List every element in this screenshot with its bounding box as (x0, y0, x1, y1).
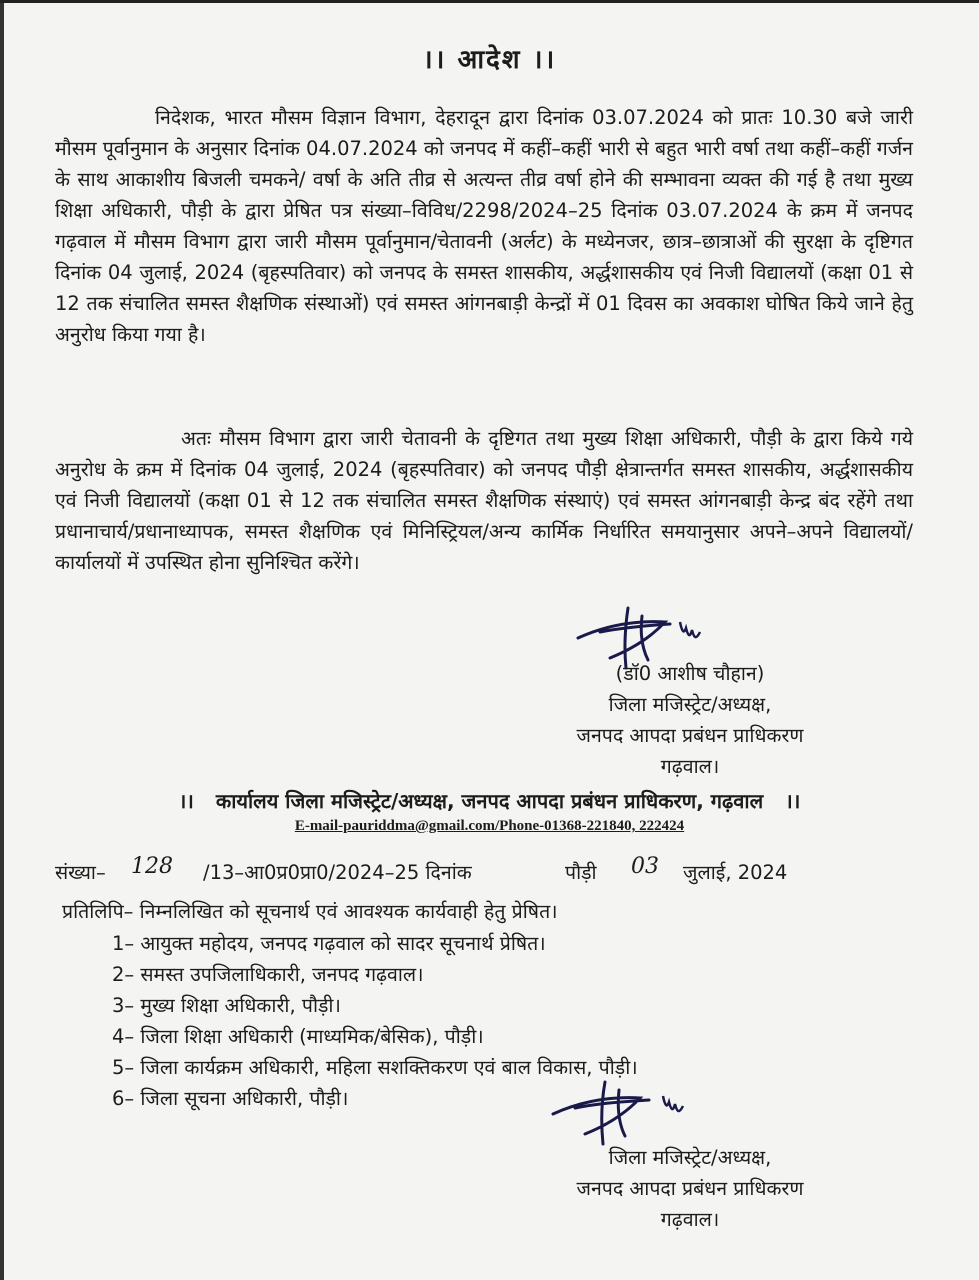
office-line (0, 787, 979, 814)
order-paragraph-1: निदेशक, भारत मौसम विज्ञान विभाग, देहरादून द्वारा दिनांक 03.07.2024 को प्रातः 10.30 बजे जारी मौसम पूर्वानुमान के अनुसार दिनांक 04.07.2024 को जनपद में कहीं–कहीं भारी से बहुत भारी वर्षा तथा कहीं–कहीं गर्जन के साथ आकाशीय बिजली चमकने/ वर्षा के अति तीव्र से अत्यन्त तीव्र वर्षा होने की सम्भावना व्यक्त की गई है तथा मुख्य शिक्षा अधिकारी, पौड़ी के द्वारा प्रेषित पत्र संख्या–विविध/2298/2024–25 दिनांक 03.07.2024 के क्रम में जनपद गढ़वाल में मौसम विभाग द्वारा जारी मौसम पूर्वानुमान/चेतावनी (अर्लट) के मध्येनजर, छात्र–छात्राओं की सुरक्षा के दृष्टिगत दिनांक 04 जुलाई, 2024 (बृहस्पतिवार) को जनपद के समस्त शासकीय, अर्द्धशासकीय एवं निजी विद्यालयों (कक्षा 01 से 12 तक संचालित समस्त शैक्षणिक संस्थाओं) एवं समस्त आंगनबाड़ी केन्द्रों में 01 दिवस का अवकाश घोषित किये जाने हेतु अनुरोध किया गया है। (55, 106, 913, 346)
signature-mark-2 (545, 1074, 705, 1146)
signature-block-2 (540, 1142, 840, 1235)
reference-number: 128 (131, 854, 173, 879)
signatory-designation: जिला मजिस्ट्रेट/अध्यक्ष, (608, 1146, 772, 1169)
page-edge-shadow (0, 0, 4, 1280)
signatory-place: गढ़वाल। (660, 755, 720, 778)
reference-day: 03 (631, 854, 659, 879)
list-item: 3– मुख्य शिक्षा अधिकारी, पौड़ी। (112, 994, 341, 1017)
signatory-name: (डॉ0 आशीष चौहान) (615, 662, 765, 685)
office-bar-right: ।। (785, 789, 801, 813)
signatory-designation: जिला मजिस्ट्रेट/अध्यक्ष, (608, 693, 772, 716)
list-item: 4– जिला शिक्षा अधिकारी (माध्यमिक/बेसिक), पौड़ी। (112, 1025, 484, 1048)
reference-code: /13–आ0प्र0प्रा0/2024–25 दिनांक (203, 861, 472, 884)
order-paragraph-2: अतः मौसम विभाग द्वारा जारी चेतावनी के दृष्टिगत तथा मुख्य शिक्षा अधिकारी, पौड़ी के द्वारा किये गये अनुरोध के क्रम में दिनांक 04 जुलाई, 2024 (बृहस्पतिवार) को जनपद पौड़ी क्षेत्रान्तर्गत समस्त शासकीय, अर्द्धशासकीय एवं निजी विद्यालयों (कक्षा 01 से 12 तक संचालित समस्त शैक्षणिक संस्थाएं) एवं समस्त आंगनबाड़ी केन्द्र बंद रहेंगे तथा प्रधानाचार्य/प्रधानाध्यापक, समस्त शैक्षणिक एवं मिनिस्ट्रियल/अन्य कार्मिक निर्धारित समयानुसार अपने–अपने विद्यालयों/कार्यालयों में उपस्थित होना सुनिश्चित करेंगे। (55, 427, 913, 574)
office-contact: E-mail-pauriddma@gmail.com/Phone-01368-221840, 222424 (294, 818, 685, 834)
office-text: कार्यालय जिला मजिस्ट्रेट/अध्यक्ष, जनपद आपदा प्रबंधन प्राधिकरण, गढ़वाल (215, 789, 764, 813)
reference-label: संख्या– (55, 861, 106, 884)
signature-block-1 (540, 658, 840, 782)
list-item: 1– आयुक्त महोदय, जनपद गढ़वाल को सादर सूचनार्थ प्रेषित। (112, 932, 546, 955)
reference-month-year: जुलाई, 2024 (683, 861, 788, 884)
signatory-authority: जनपद आपदा प्रबंधन प्राधिकरण (576, 1177, 804, 1200)
office-bar-left: ।। (178, 789, 194, 813)
reference-place: पौड़ी (565, 861, 597, 884)
list-item: 5– जिला कार्यक्रम अधिकारी, महिला सशक्तिकरण एवं बाल विकास, पौड़ी। (112, 1056, 638, 1079)
signatory-place: गढ़वाल। (660, 1208, 720, 1231)
signatory-authority: जनपद आपदा प्रबंधन प्राधिकरण (576, 724, 804, 747)
page-top-edge (0, 0, 979, 3)
list-item: 6– जिला सूचना अधिकारी, पौड़ी। (112, 1087, 349, 1110)
list-item: 2– समस्त उपजिलाधिकारी, जनपद गढ़वाल। (112, 963, 424, 986)
document-title: ।। आदेश ।। (422, 45, 557, 75)
copy-heading: प्रतिलिपि– निम्नलिखित को सूचनार्थ एवं आवश्यक कार्यवाही हेतु प्रेषित। (62, 900, 558, 923)
